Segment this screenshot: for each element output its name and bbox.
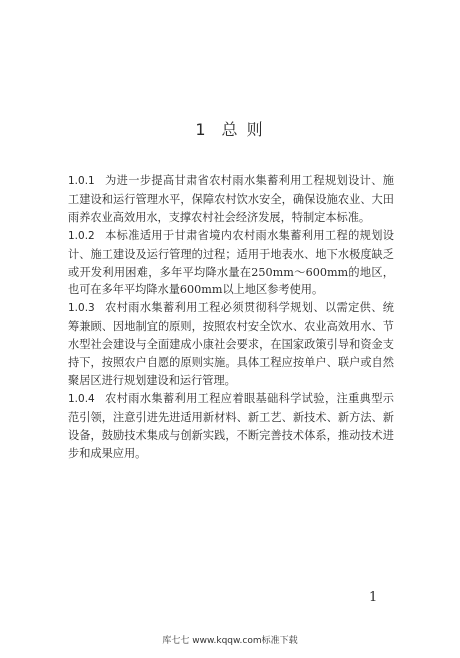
chapter-number: 1 (195, 120, 208, 139)
clause-1-0-3 (68, 299, 394, 390)
clause-number: 1.0.3 (68, 302, 95, 315)
chapter-title-text: 总 则 (221, 120, 265, 139)
chapter-heading (0, 117, 460, 140)
clause-1-0-2 (68, 227, 394, 300)
clause-1-0-1 (68, 172, 394, 227)
chapter-body (68, 172, 394, 463)
clause-text: 农村雨水集蓄利用工程必须贯彻科学规划、以需定供、统筹兼顾、因地制宜的原则，按照农村安全饮水、农业高效用水、节水型社会建设与全面建成小康社会要求，在国家政策引导和资金支持下，按照农户自愿的原则实施。具体工程应按单户、联户或自然聚居区进行规划建设和运行管理。 (68, 301, 394, 387)
page-number: 1 (369, 590, 378, 605)
clause-text: 农村雨水集蓄利用工程应着眼基础科学试验，注重典型示范引领，注意引进先进适用新材料、新工艺、新技术、新方法、新设备，鼓励技术集成与创新实践，不断完善技术体系，推动技术进步和成果应用。 (68, 391, 394, 460)
clause-text: 为进一步提高甘肃省农村雨水集蓄利用工程规划设计、施工建设和运行管理水平，保障农村饮水安全，确保设施农业、大田雨养农业高效用水，支撑农村社会经济发展，特制定本标准。 (68, 174, 394, 224)
clause-text: 本标准适用于甘肃省境内农村雨水集蓄利用工程的规划设计、施工建设及运行管理的过程；适用于地表水、地下水极度缺乏或开发利用困难，多年平均降水量在250mm～600mm的地区，也可在多年平均降水量600mm以上地区参考使用。 (68, 228, 394, 297)
clause-1-0-4 (68, 390, 394, 463)
footer-watermark: 库七七 www.kqqw.com标准下载 (162, 636, 298, 646)
clause-number: 1.0.2 (68, 229, 95, 242)
clause-number: 1.0.4 (68, 392, 95, 405)
clause-number: 1.0.1 (68, 175, 95, 187)
